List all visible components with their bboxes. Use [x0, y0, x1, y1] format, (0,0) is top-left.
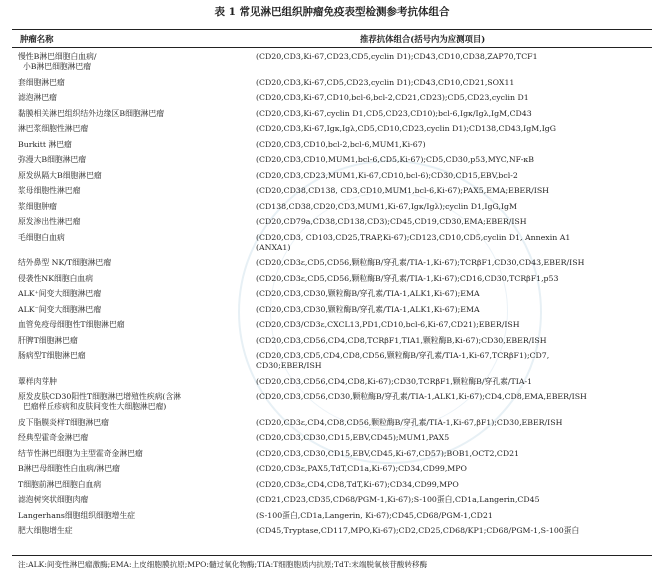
antibody-panel-cell: (CD20,CD3/CD3ε,CXCL13,PD1,CD10,bcl-6,Ki-67,CD21);EBER/ISH [256, 320, 520, 329]
tumor-name-cell: 淋巴浆细胞性淋巴瘤 [18, 124, 89, 133]
tumor-name-cell: 弥漫大B细胞淋巴瘤 [18, 155, 87, 164]
antibody-panel-cell: (CD20,CD3,CD23,MUM1,Ki-67,CD10,bcl-6);CD30,CD15,EBV,bcl-2 [256, 170, 518, 180]
tumor-name-cell: T细胞前淋巴细胞白血病 [18, 479, 102, 489]
tumor-name-cell: 原发渗出性淋巴瘤 [18, 217, 81, 226]
antibody-panel-cell: (S-100蛋白,CD1a,Langerin, Ki-67);CD45,CD68/PGM-1,CD21 [256, 510, 493, 520]
antibody-panel-cell: (CD20,CD3,CD30,CD15,EBV,CD45,Ki-67,CD57);BOB1,OCT2,CD21 [256, 448, 520, 458]
antibody-panel-cell: (CD138,CD38,CD20,CD3,MUM1,Ki-67,Igκ/Igλ);cyclin D1,IgG,IgM [256, 201, 517, 211]
antibody-panel-cell: (CD20,CD3,CD5,CD4,CD8,CD56,颗粒酶B/穿孔素/TIA-1,Ki-67,TCRβF1);CD7, CD30;EBER/ISH [256, 351, 550, 370]
antibody-panel-cell: (CD20,CD3,Ki-67,CD10,bcl-6,bcl-2,CD21,CD23);CD5,CD23,cyclin D1 [256, 93, 529, 102]
tumor-name-cell: 结节性淋巴细胞为主型霍奇金淋巴瘤 [18, 448, 143, 458]
tumor-name-cell: 黏膜相关淋巴组织结外边缘区B细胞淋巴瘤 [18, 108, 165, 118]
antibody-panel-cell: (CD20,CD3,Ki-67,cyclin D1,CD5,CD23,CD10);bcl-6,Igκ/Igλ,IgM,CD43 [256, 108, 532, 118]
antibody-panel-cell: (CD20,CD38,CD138, CD3,CD10,MUM1,bcl-6,Ki-67);PAX5,EMA;EBER/ISH [256, 186, 549, 195]
tumor-name-cell: 滤泡淋巴瘤 [18, 93, 57, 102]
tumor-name-cell: 毛细胞白血病 [18, 232, 65, 242]
antibody-panel-cell: (CD20,CD3,CD30,颗粒酶B/穿孔素/TIA-1,ALK1,Ki-67);EMA [256, 304, 480, 314]
tumor-name-cell: 血管免疫母细胞性T细胞淋巴瘤 [18, 320, 125, 329]
tumor-name-cell: 肥大细胞增生症 [18, 526, 73, 535]
tumor-name-cell: 原发纵隔大B细胞淋巴瘤 [18, 170, 102, 180]
tumor-name-cell: 侵袭性NK细胞白血病 [18, 273, 94, 283]
tumor-name-cell: 蕈样肉芽肿 [18, 376, 57, 386]
antibody-panel-cell: (CD45,Tryptase,CD117,MPO,Ki-67);CD2,CD25,CD68/KP1;CD68/PGM-1,S-100蛋白 [256, 526, 580, 535]
table-title: 表 1 常见淋巴组织肿瘤免疫表型检测参考抗体组合 [214, 6, 450, 18]
column-header-antibodies: 推荐抗体组合(括号内为应测项目) [360, 34, 486, 44]
antibody-panel-cell: (CD20,CD3ε,CD5,CD56,颗粒酶B/穿孔素/TIA-1,Ki-67);CD16,CD30,TCRβF1,p53 [256, 273, 559, 283]
tumor-name-cell: 浆细胞肿瘤 [18, 201, 57, 211]
tumor-name-cell: ALK⁻间变大细胞淋巴瘤 [18, 304, 102, 314]
antibody-panel-cell: (CD20,CD3,CD56,CD30,颗粒酶B/穿孔素/TIA-1,ALK1,Ki-67);CD4,CD8,EMA,EBER/ISH [256, 392, 587, 401]
antibody-panel-cell: (CD20,CD3ε,CD4,CD8,CD56,颗粒酶B/穿孔素/TIA-1,Ki-67,βF1);CD30,EBER/ISH [256, 417, 563, 427]
antibody-panel-cell: (CD20,CD3ε,PAX5,TdT,CD1a,Ki-67);CD34,CD99,MPO [256, 464, 467, 473]
antibody-panel-cell: (CD20,CD3, CD103,CD25,TRAP,Ki-67);CD123,CD10,CD5,cyclin D1, Annexin A1 (ANXA1) [256, 232, 571, 252]
antibody-panel-cell: (CD20,CD3,Ki-67,Igκ,Igλ,CD5,CD10,CD23,cyclin D1);CD138,CD43,IgM,IgG [256, 124, 557, 133]
tumor-name-cell: 套细胞淋巴瘤 [18, 77, 65, 87]
antibody-panel-cell: (CD20,CD3,CD10,bcl-2,bcl-6,MUM1,Ki-67) [256, 139, 426, 149]
antibody-panel-cell: (CD20,CD3,Ki-67,CD23,CD5,cyclin D1);CD43,CD10,CD38,ZAP70,TCF1 [256, 52, 538, 61]
table-note: 注:ALK:间变性淋巴瘤激酶;EMA:上皮细胞膜抗原;MPO:髓过氧化物酶;TIA:T细胞胞质内抗原;TdT:末端脱氧核苷酸转移酶 [18, 560, 428, 569]
tumor-name-cell: 慢性B淋巴细胞白血病/ 小B淋巴细胞淋巴瘤 [18, 52, 97, 71]
antibody-panel-cell: (CD20,CD3ε,CD4,CD8,TdT,Ki-67);CD34,CD99,MPO [256, 479, 459, 489]
antibody-panel-cell: (CD20,CD3ε,CD5,CD56,颗粒酶B/穿孔素/TIA-1,Ki-67);TCRβF1,CD30,CD43,EBER/ISH [256, 258, 585, 267]
tumor-name-cell: 肠病型T细胞淋巴瘤 [18, 351, 86, 360]
tumor-name-cell: 浆母细胞性淋巴瘤 [18, 186, 81, 195]
tumor-name-cell: 肝脾T细胞淋巴瘤 [18, 335, 78, 345]
tumor-name-cell: ALK⁺间变大细胞淋巴瘤 [18, 289, 102, 298]
antibody-panel-cell: (CD20,CD3,Ki-67,CD5,CD23,cyclin D1);CD43,CD10,CD21,SOX11 [256, 77, 515, 87]
antibody-panel-cell: (CD20,CD3,CD56,CD4,CD8,TCRβF1,TIA1,颗粒酶B,Ki-67);CD30,EBER/ISH [256, 335, 547, 345]
tumor-name-cell: Langerhans细胞组织细胞增生症 [18, 510, 136, 520]
antibody-panel-cell: (CD21,CD23,CD35,CD68/PGM-1,Ki-67);S-100蛋白,CD1a,Langerin,CD45 [256, 495, 540, 504]
antibody-panel-cell: (CD20,CD3,CD10,MUM1,bcl-6,CD5,Ki-67);CD5,CD30,p53,MYC,NF-κB [256, 155, 534, 164]
antibody-panel-cell: (CD20,CD3,CD56,CD4,CD8,Ki-67);CD30,TCRβF1,颗粒酶B/穿孔素/TIA-1 [256, 376, 533, 386]
bottom-rule [12, 555, 652, 556]
column-header-name: 肿瘤名称 [20, 34, 54, 44]
tumor-name-cell: B淋巴母细胞性白血病/淋巴瘤 [18, 464, 120, 473]
antibody-panel-cell: (CD20,CD3,CD30,颗粒酶B/穿孔素/TIA-1,ALK1,Ki-67);EMA [256, 289, 480, 298]
tumor-name-cell: 经典型霍奇金淋巴瘤 [18, 433, 89, 442]
antibody-panel-cell: (CD20,CD79a,CD38,CD138,CD3);CD45,CD19,CD30,EMA;EBER/ISH [256, 217, 527, 226]
antibody-panel-cell: (CD20,CD3,CD30,CD15,EBV,CD45);MUM1,PAX5 [256, 433, 450, 442]
tumor-name-cell: Burkitt 淋巴瘤 [18, 139, 72, 149]
tumor-name-cell: 原发皮肤CD30阳性T细胞淋巴增殖性疾病(含淋 巴瘤样丘疹病和皮肤间变性大细胞淋巴瘤) [18, 392, 181, 411]
tumor-name-cell: 结外鼻型 NK/T细胞淋巴瘤 [18, 258, 112, 267]
tumor-name-cell: 滤泡树突状细胞肉瘤 [18, 495, 89, 504]
tumor-name-cell: 皮下脂膜炎样T细胞淋巴瘤 [18, 417, 109, 427]
